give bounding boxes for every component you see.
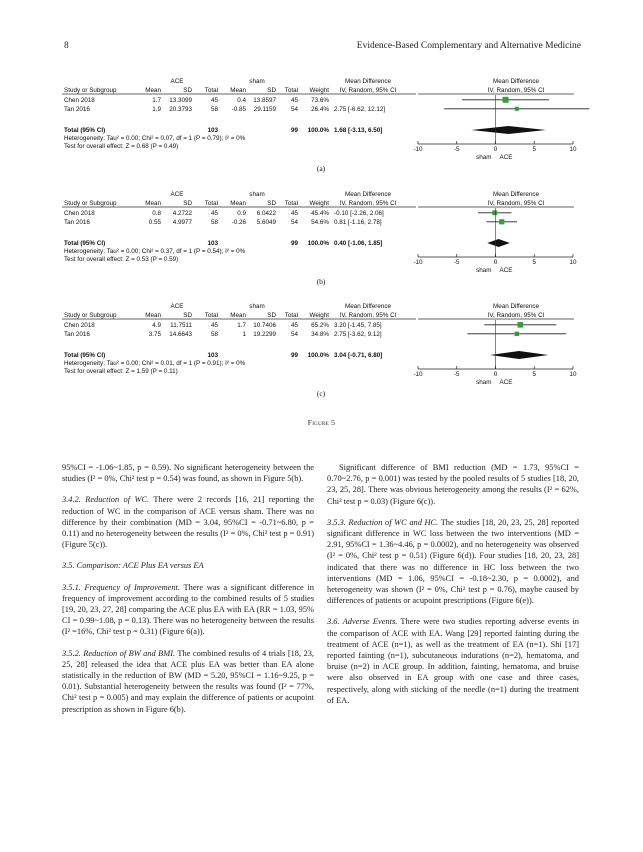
- row-sd: 13.3099: [169, 97, 192, 104]
- x-axis-tick-label: 10: [569, 371, 577, 378]
- x-axis-tick-label: 5: [532, 371, 537, 378]
- col-header-mean: Mean: [230, 200, 246, 207]
- paragraph-text: There were two studies reporting adverse events in the comparison of ACE with EA. Wang [29] reported fainting during the treatment of ACE (n=1), as well as the treatment of EA (n=1). Shi [17] reported fainting (n=1), subcutaneous indurations (n=2), hematoma, and bruise (n=2) in ACE group. In addition, fainting, hematoma, and bruise were also observed in EA group with one case and three cases, respectively, along with sticking of the needle (n=1) during the treatment of EA.: [327, 617, 579, 705]
- row-mean: 3.75: [148, 331, 161, 338]
- panel-label: (b): [316, 277, 326, 286]
- x-axis-tick-label: 5: [532, 146, 537, 153]
- study-marker: [503, 97, 509, 103]
- col-header-md-sub: IV, Random, 95% CI: [339, 87, 397, 94]
- col-header-total: Total: [204, 312, 218, 319]
- pooled-diamond: [490, 351, 548, 359]
- total-weight: 100.0%: [307, 240, 329, 247]
- row-mean: 1.7: [152, 97, 161, 104]
- col-header-sd: SD: [183, 200, 192, 207]
- col-header-sd: SD: [267, 87, 276, 94]
- total-n: 103: [207, 352, 218, 359]
- md-column-title: Mean Difference: [344, 191, 392, 198]
- row-total: 54: [290, 331, 298, 338]
- col-header-sd: SD: [183, 87, 192, 94]
- col-header-plot-sub: IV, Random, 95% CI: [487, 200, 545, 207]
- row-sd: 4.2722: [172, 210, 192, 217]
- total-weight: 100.0%: [307, 352, 329, 359]
- row-sd: 11.7511: [170, 322, 192, 329]
- total-weight: 100.0%: [307, 127, 329, 134]
- subsection-heading: 3.5.3. Reduction of WC and HC.: [327, 517, 439, 527]
- panel-label: (c): [316, 389, 326, 398]
- heterogeneity-text: Heterogeneity: Tau² = 0.00; Chi² = 0.01, df = 1 (P = 0.91); I² = 0%: [64, 360, 246, 367]
- row-weight: 65.2%: [311, 322, 329, 329]
- row-mean: 4.9: [152, 322, 161, 329]
- overall-effect-text: Test for overall effect: Z = 0.68 (P = 0.49): [64, 143, 179, 150]
- row-weight: 45.4%: [311, 210, 329, 217]
- paragraph-text: The studies [18, 20, 23, 25, 28] reported significant difference in WC loss between the two interventions (MD = 2.91, 95%CI = 1.36~4.46, p = 0.0002), and no heterogeneity was observed (I² = 0%, Chi² test p = 0.51) (Figure 6(d)). Four studies [18, 20, 23, 28] indicated that there was no difference in HC loss between the two interventions (MD = 1.06, 95%CI = -0.18~2.30, p = 0.0002), and heterogeneity was shown (I² = 0%, Chi² test p = 0.76), maybe caused by differences of patients or acupoint prescriptions (Figure 6(e)).: [327, 517, 579, 606]
- row-total: 58: [210, 219, 218, 226]
- row-ci: -0.10 [-2.26, 2.06]: [334, 210, 384, 217]
- row-mean: 1.7: [237, 322, 246, 329]
- col-header-md-sub: IV, Random, 95% CI: [339, 200, 397, 207]
- col-header-study: Study or Subgroup: [64, 87, 117, 94]
- plot-column-title: Mean Difference: [492, 191, 540, 198]
- x-axis-tick-label: 10: [569, 146, 577, 153]
- row-sd: 20.3793: [169, 106, 192, 113]
- row-sd: 5.6049: [256, 219, 276, 226]
- total-n: 99: [290, 240, 298, 247]
- study-marker: [515, 332, 519, 336]
- row-mean: 0.55: [148, 219, 161, 226]
- journal-title: Evidence-Based Complementary and Alternative Medicine: [356, 41, 581, 51]
- paragraph: 95%CI = -1.06~1.85, p = 0.59). No significant heterogeneity between the studies (I² = 0%, Chi² test p = 0.54) was found, as shown in Figure 5(b).: [62, 463, 314, 484]
- x-axis-tick-label: -5: [453, 259, 460, 266]
- row-total: 54: [290, 219, 298, 226]
- col-header-total: Total: [284, 87, 298, 94]
- x-axis-tick-label: -5: [453, 146, 460, 153]
- paragraph-text: There was a significant difference in frequency of improvement according to the combined results of 5 studies [19, 20, 23, 27, 28] comparing the ACE plus EA with EA (RR = 1.03, 95% CI = 0.99~1.08, p = 0.13). There was no heterogeneity between the results (I² =16%, Chi² test p = 0.31) (Figure 6(a)).: [62, 582, 314, 637]
- md-column-title: Mean Difference: [344, 303, 392, 310]
- x-axis-tick-label: 0: [493, 259, 498, 266]
- col-header-weight: Weight: [309, 312, 329, 319]
- col-header-weight: Weight: [309, 87, 329, 94]
- col-header-plot-sub: IV, Random, 95% CI: [487, 87, 545, 94]
- col-header-mean: Mean: [145, 200, 161, 207]
- x-axis-tick-label: -10: [413, 259, 423, 266]
- study-marker: [492, 210, 497, 215]
- x-axis-tick-label: -10: [413, 146, 423, 153]
- x-axis-tick-label: 0: [493, 146, 498, 153]
- row-mean: 0.4: [237, 97, 246, 104]
- row-mean: 1: [242, 331, 246, 338]
- col-header-mean: Mean: [145, 312, 161, 319]
- row-study: Tan 2016: [64, 331, 90, 338]
- x-axis-tick-label: 5: [532, 259, 537, 266]
- row-total: 45: [210, 322, 218, 329]
- subsection-heading: 3.5.1. Frequency of Improvement.: [62, 582, 180, 592]
- group-label-right: sham: [249, 78, 265, 85]
- subsection-paragraph: [327, 517, 579, 607]
- row-total: 45: [210, 210, 218, 217]
- subsection-heading: 3.5.2. Reduction of BW and BMI.: [62, 648, 176, 658]
- row-weight: 54.6%: [311, 219, 329, 226]
- study-marker: [499, 219, 504, 224]
- group-label-right: sham: [249, 191, 265, 198]
- plot-column-title: Mean Difference: [492, 78, 540, 85]
- row-ci: 2.75 [-6.62, 12.12]: [334, 106, 386, 113]
- col-header-md-sub: IV, Random, 95% CI: [339, 312, 397, 319]
- row-sd: 4.9977: [172, 219, 192, 226]
- group-label-left: ACE: [170, 303, 184, 310]
- row-study: Chen 2018: [64, 97, 95, 104]
- x-axis-tick-label: -5: [453, 371, 460, 378]
- row-sd: 14.6643: [169, 331, 192, 338]
- col-header-plot-sub: IV, Random, 95% CI: [487, 312, 545, 319]
- favours-right-label: ACE: [499, 267, 513, 274]
- total-label: Total (95% CI): [64, 240, 106, 247]
- section-heading: 3.5. Comparison: ACE Plus EA versus EA: [62, 561, 204, 571]
- row-mean: -0.85: [231, 106, 246, 113]
- row-mean: 0.8: [152, 210, 161, 217]
- row-study: Chen 2018: [64, 210, 95, 217]
- row-mean: 1.9: [152, 106, 161, 113]
- row-total: 45: [210, 97, 218, 104]
- total-ci: 3.04 [-0.71, 6.80]: [334, 352, 383, 359]
- col-header-total: Total: [284, 312, 298, 319]
- total-ci: 0.40 [-1.06, 1.85]: [334, 240, 383, 247]
- favours-left-label: sham: [476, 379, 492, 386]
- col-header-study: Study or Subgroup: [64, 312, 117, 319]
- col-header-total: Total: [204, 200, 218, 207]
- row-ci: 0.81 [-1.16, 2.78]: [334, 219, 382, 226]
- row-total: 45: [290, 322, 298, 329]
- subsection-paragraph: [62, 494, 314, 550]
- study-marker: [515, 107, 519, 111]
- col-header-mean: Mean: [230, 312, 246, 319]
- col-header-weight: Weight: [309, 200, 329, 207]
- row-study: Tan 2016: [64, 219, 90, 226]
- plot-column-title: Mean Difference: [492, 303, 540, 310]
- row-sd: 10.7406: [253, 322, 276, 329]
- group-label-right: sham: [249, 303, 265, 310]
- col-header-total: Total: [284, 200, 298, 207]
- total-n: 103: [207, 127, 218, 134]
- col-header-sd: SD: [267, 200, 276, 207]
- total-n: 99: [290, 127, 298, 134]
- favours-left-label: sham: [476, 267, 492, 274]
- paragraph-text: There were 2 records [16, 21] reporting the reduction of WC in the comparison of ACE versus sham. There was no difference by their combination (MD = 3.04, 95%CI = -0.71~6.80, p = 0.11) and no heterogeneity between the results (I² = 0%, Chi² test p = 0.91) (Figure 5(c)).: [62, 495, 315, 550]
- subsection-paragraph: [62, 582, 314, 638]
- x-axis-tick-label: 0: [493, 371, 498, 378]
- favours-right-label: ACE: [499, 154, 513, 161]
- group-label-left: ACE: [170, 191, 184, 198]
- row-total: 58: [210, 331, 218, 338]
- col-header-study: Study or Subgroup: [64, 200, 117, 207]
- row-mean: 0.9: [237, 210, 246, 217]
- row-total: 54: [290, 106, 298, 113]
- overall-effect-text: Test for overall effect: Z = 0.53 (P = 0.59): [64, 256, 179, 263]
- panel-label: (a): [316, 164, 326, 173]
- col-header-total: Total: [204, 87, 218, 94]
- page-number: 8: [64, 41, 69, 51]
- row-weight: 26.4%: [311, 106, 329, 113]
- paragraph: Significant difference of BMI reduction (MD = 1.73, 95%CI = 0.70~2.76, p = 0.001) was tested by the pooled results of 5 studies [18, 20, 23, 25, 28]. There was obvious heterogeneity among the results (I² = 62%, Chi² test p = 0.03) (Figure 6(c)).: [327, 463, 579, 506]
- row-sd: 13.8597: [253, 97, 276, 104]
- row-ci: 2.75 [-3.62, 9.12]: [334, 331, 382, 338]
- total-label: Total (95% CI): [64, 127, 106, 134]
- row-study: Tan 2016: [64, 106, 90, 113]
- overall-effect-text: Test for overall effect: Z = 1.59 (P = 0.11): [64, 368, 178, 375]
- figure-caption: Figure 5: [307, 418, 336, 427]
- pooled-diamond: [471, 126, 546, 134]
- col-header-mean: Mean: [145, 87, 161, 94]
- row-sd: 19.2299: [253, 331, 276, 338]
- row-weight: 34.8%: [311, 331, 329, 338]
- row-total: 45: [290, 210, 298, 217]
- row-total: 58: [210, 106, 218, 113]
- heterogeneity-text: Heterogeneity: Tau² = 0.00; Chi² = 0.07, df = 1 (P = 0.79); I² = 0%: [64, 135, 246, 142]
- subsection-heading: 3.4.2. Reduction of WC.: [62, 495, 150, 505]
- subsection-paragraph: [62, 648, 314, 715]
- total-ci: 1.68 [-3.13, 6.50]: [334, 127, 383, 134]
- total-n: 103: [207, 240, 218, 247]
- left-column: [62, 462, 314, 725]
- row-ci: 3.20 [-1.45, 7.85]: [334, 322, 382, 329]
- pooled-diamond: [487, 239, 510, 247]
- favours-left-label: sham: [476, 154, 492, 161]
- heterogeneity-text: Heterogeneity: Tau² = 0.00; Chi² = 0.37, df = 1 (P = 0.54); I² = 0%: [64, 248, 246, 255]
- study-marker: [517, 322, 523, 328]
- row-sd: 29.1159: [253, 106, 276, 113]
- x-axis-tick-label: -10: [413, 371, 423, 378]
- right-column: [327, 462, 579, 716]
- total-n: 99: [290, 352, 298, 359]
- subsection-heading: 3.6. Adverse Events.: [327, 617, 398, 627]
- row-total: 45: [290, 97, 298, 104]
- row-weight: 73.6%: [311, 97, 329, 104]
- md-column-title: Mean Difference: [344, 78, 392, 85]
- paragraph-text: The combined results of 4 trials [18, 23, 25, 28] released the idea that ACE plus EA was better than EA alone statistically in the reduction of BW (MD = 5.20, 95%CI = 1.16~9.25, p = 0.01). Substantial heterogeneity between the results was found (I² = 77%, Chi² test p = 0.005) and may explain the difference of patients or acupoint prescription as shown in Figure 6(b).: [62, 648, 314, 714]
- group-label-left: ACE: [170, 78, 184, 85]
- col-header-mean: Mean: [230, 87, 246, 94]
- col-header-sd: SD: [183, 312, 192, 319]
- row-study: Chen 2018: [64, 322, 95, 329]
- col-header-sd: SD: [267, 312, 276, 319]
- x-axis-tick-label: 10: [569, 259, 577, 266]
- row-mean: -0.26: [231, 219, 246, 226]
- favours-right-label: ACE: [499, 379, 513, 386]
- row-sd: 6.0422: [256, 210, 276, 217]
- subsection-paragraph: [327, 616, 579, 706]
- total-label: Total (95% CI): [64, 352, 106, 359]
